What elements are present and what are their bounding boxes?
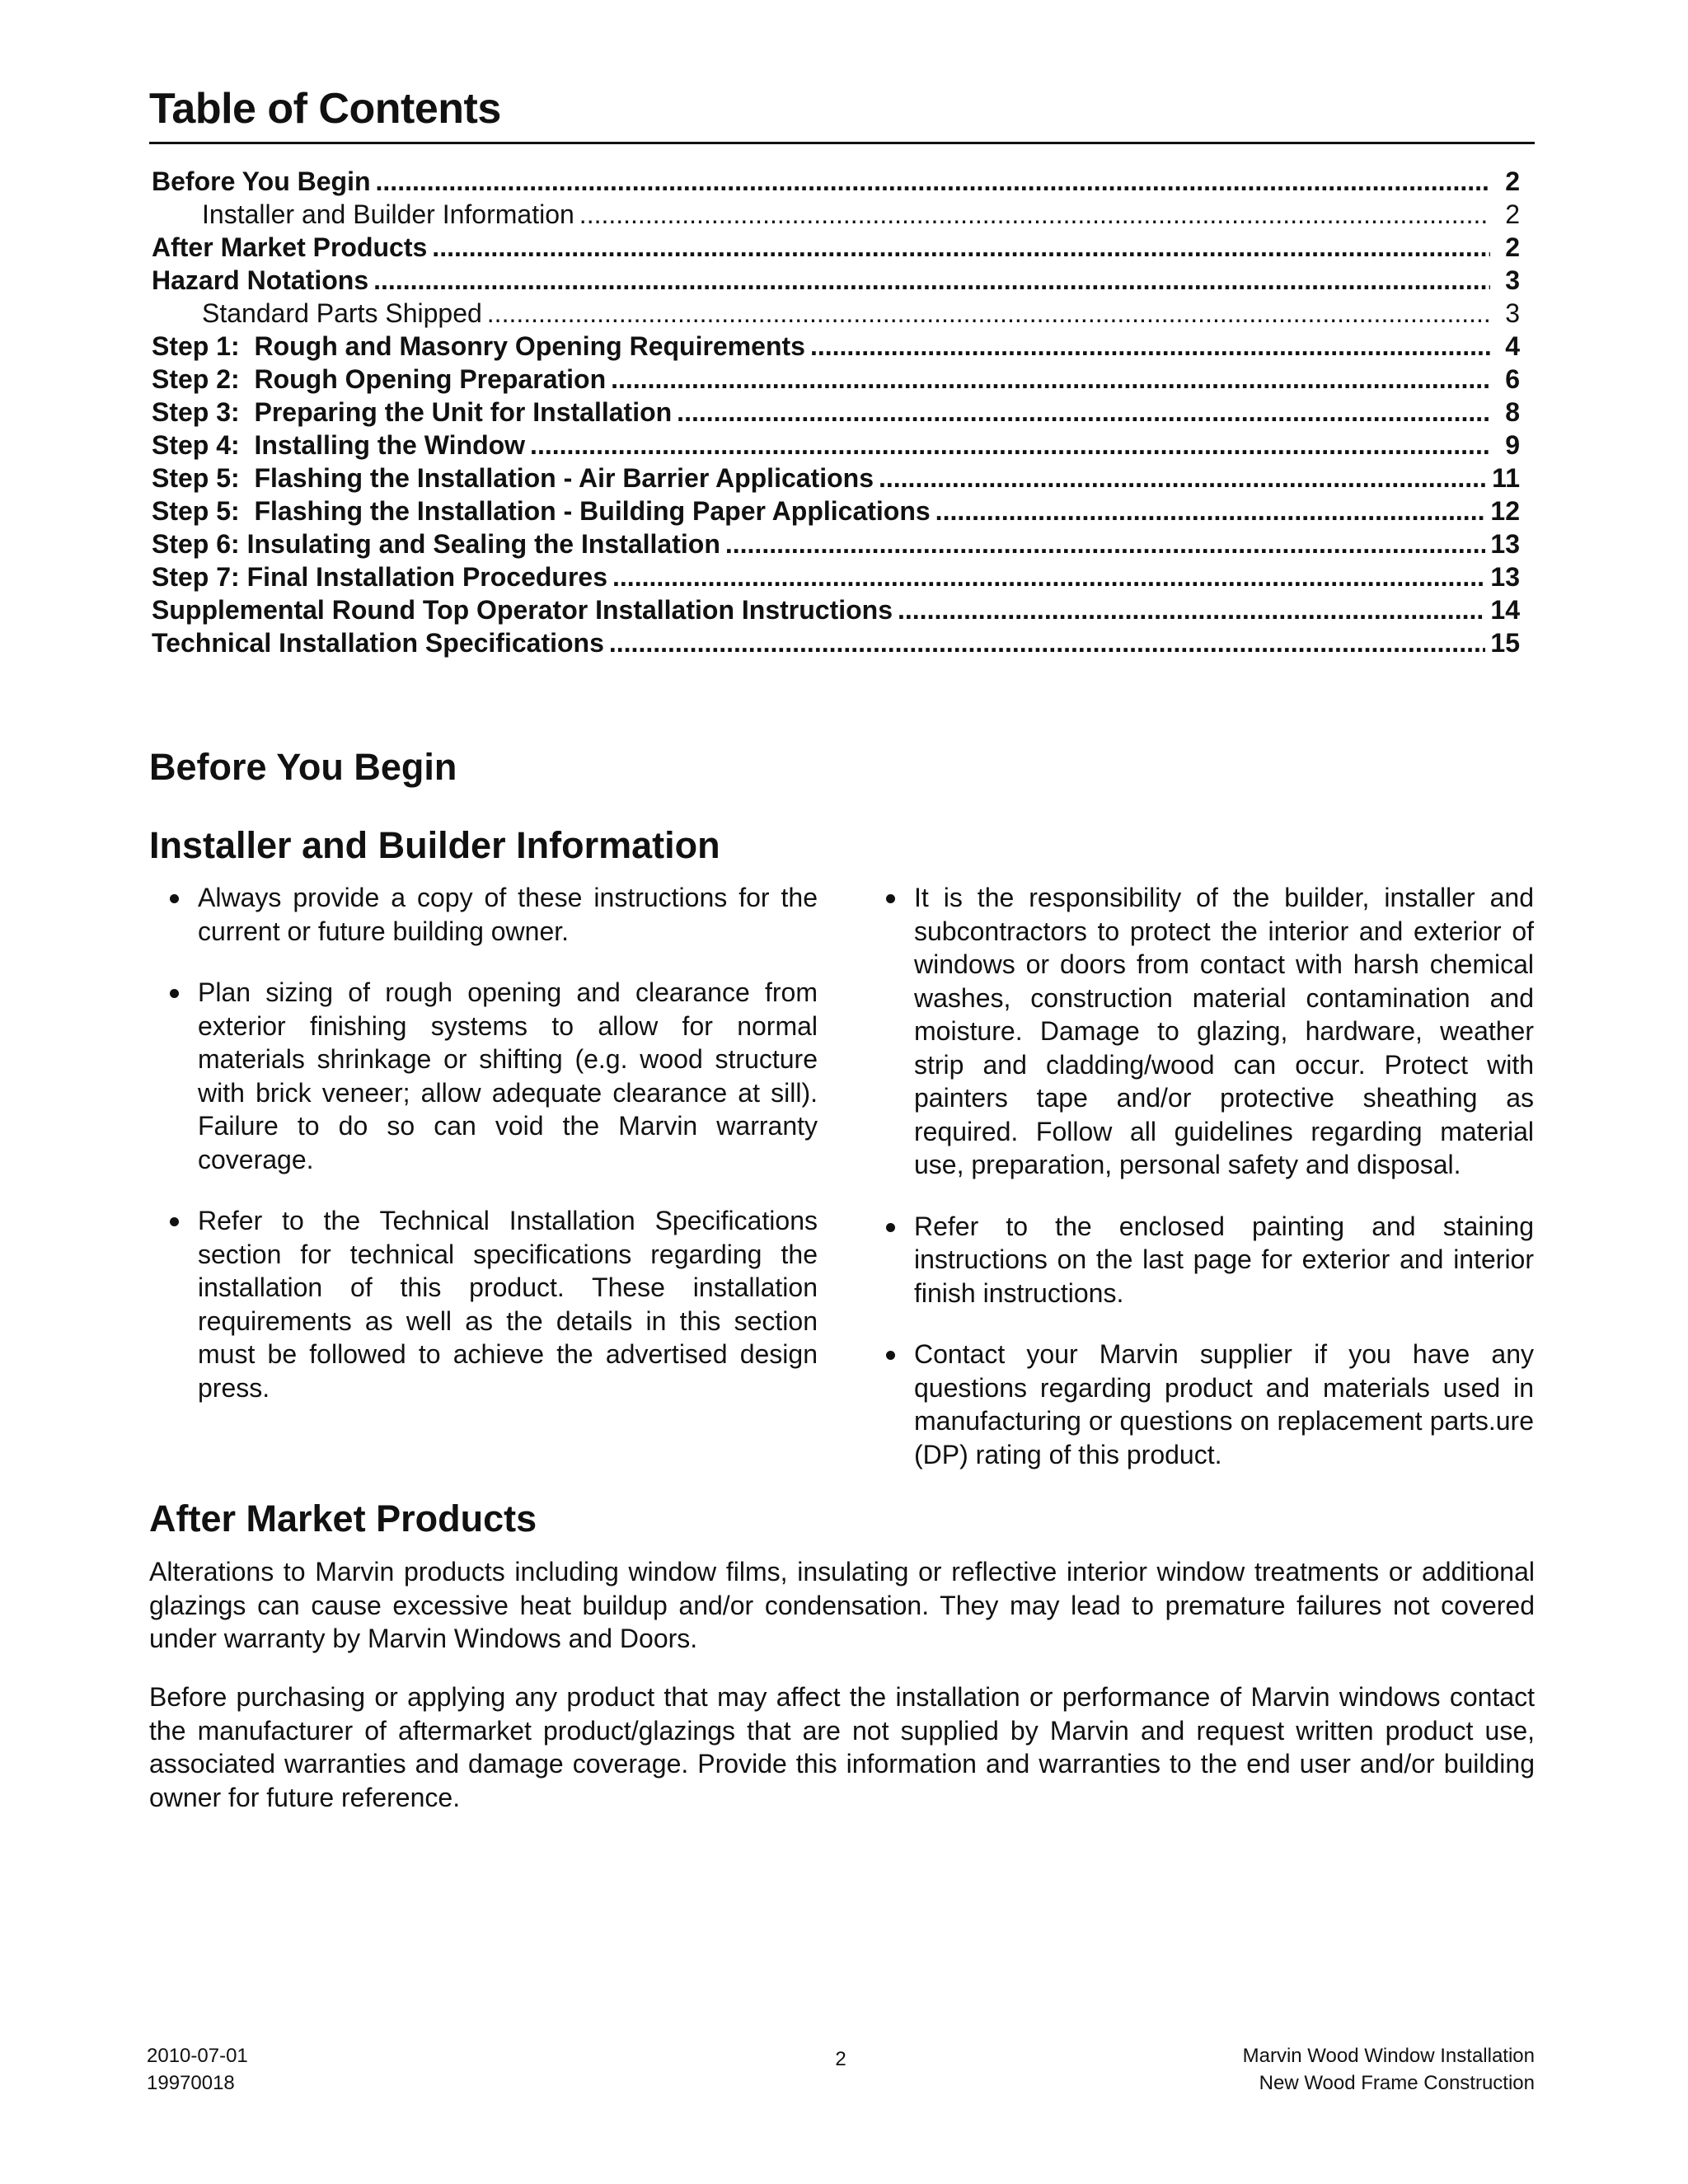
toc-label: Step 6: Insulating and Sealing the Installation — [152, 529, 720, 559]
toc-entry[interactable] — [152, 396, 1520, 429]
toc-entry[interactable] — [152, 231, 1520, 264]
toc-label: Supplemental Round Top Operator Installation Instructions — [152, 595, 893, 625]
list-item — [149, 976, 818, 1176]
toc-entry[interactable] — [152, 330, 1520, 363]
toc-label: Step 3: Preparing the Unit for Installation — [152, 397, 673, 427]
toc-leader — [609, 626, 1486, 659]
toc-entry[interactable] — [152, 626, 1520, 659]
list-item — [865, 1338, 1534, 1471]
bullet-icon — [170, 894, 179, 903]
bullet-icon — [170, 1217, 179, 1226]
toc-leader — [487, 297, 1490, 330]
toc-page: 11 — [1492, 463, 1520, 493]
footer-doc-number: 19970018 — [147, 2072, 235, 2094]
list-item-text: Refer to the Technical Installation Specifications section for technical specifications regarding the installation of this product. These installation requirements as well as the details in this section must be followed to achieve the advertised design press. — [198, 1206, 818, 1403]
toc-page: 2 — [1505, 232, 1520, 262]
footer-doc-title: Marvin Wood Window Installation — [1242, 2045, 1535, 2067]
footer-doc-subtitle: New Wood Frame Construction — [1259, 2072, 1535, 2094]
toc-leader — [677, 396, 1490, 429]
toc-label: Before You Begin — [152, 166, 371, 196]
list-item — [865, 1210, 1534, 1310]
list-item — [149, 1204, 818, 1404]
toc-page: 3 — [1505, 265, 1520, 295]
table-of-contents — [152, 165, 1520, 659]
toc-label: Step 5: Flashing the Installation - Air Barrier Applications — [152, 463, 874, 493]
toc-label: Hazard Notations — [152, 265, 369, 295]
toc-label: Standard Parts Shipped — [202, 298, 482, 328]
title-rule — [149, 142, 1535, 144]
section-heading-installer-info: Installer and Builder Information — [149, 824, 720, 866]
toc-entry[interactable] — [152, 429, 1520, 462]
bullet-icon — [886, 894, 895, 903]
toc-entry[interactable] — [152, 494, 1520, 527]
after-market-paragraph-2: Before purchasing or applying any product that may affect the installation or performance of Marvin windows contact the manufacturer of aftermarket product/glazings that are not supplied by Marvin and request written product use, associated warranties and damage coverage. Provide this information and warranties to the end user and/or building owner for future reference. — [149, 1682, 1535, 1812]
right-bullet-column — [865, 881, 1534, 1499]
toc-leader — [373, 264, 1490, 297]
toc-entry[interactable] — [152, 297, 1520, 330]
toc-label: After Market Products — [152, 232, 428, 262]
list-item-text: Contact your Marvin supplier if you have any questions regarding product and materials used in manufacturing or questions on replacement parts.ure (DP) rating of this product. — [914, 1339, 1534, 1469]
toc-leader — [725, 527, 1486, 560]
toc-page: 3 — [1505, 298, 1520, 328]
toc-label: Installer and Builder Information — [202, 199, 574, 229]
page-title: Table of Contents — [149, 85, 501, 133]
toc-entry[interactable] — [152, 462, 1520, 494]
bullet-icon — [170, 989, 179, 998]
toc-page: 8 — [1505, 397, 1520, 427]
list-item — [149, 881, 818, 948]
list-item-text: Always provide a copy of these instructions for the current or future building owner. — [198, 883, 818, 946]
list-item-text: Refer to the enclosed painting and staining instructions on the last page for exterior and interior finish instructions. — [914, 1211, 1534, 1308]
footer-page-number: 2 — [835, 2048, 846, 2070]
list-item — [865, 881, 1534, 1182]
toc-entry[interactable] — [152, 264, 1520, 297]
toc-label: Technical Installation Specifications — [152, 628, 604, 658]
toc-label: Step 1: Rough and Masonry Opening Requirements — [152, 331, 805, 361]
toc-page: 9 — [1505, 430, 1520, 460]
footer-right — [1243, 2042, 1535, 2097]
toc-page: 4 — [1505, 331, 1520, 361]
toc-label: Step 5: Flashing the Installation - Building Paper Applications — [152, 496, 931, 526]
toc-leader — [612, 560, 1485, 593]
toc-entry[interactable] — [152, 527, 1520, 560]
toc-label: Step 7: Final Installation Procedures — [152, 562, 608, 592]
toc-entry[interactable] — [152, 165, 1520, 198]
section-heading-after-market: After Market Products — [149, 1497, 537, 1540]
toc-page: 2 — [1505, 166, 1520, 196]
toc-page: 15 — [1490, 628, 1520, 658]
toc-entry[interactable] — [152, 593, 1520, 626]
bullet-icon — [886, 1223, 895, 1232]
toc-label: Step 4: Installing the Window — [152, 430, 526, 460]
toc-entry[interactable] — [152, 198, 1520, 231]
toc-page: 12 — [1490, 496, 1520, 526]
toc-leader — [879, 462, 1487, 494]
toc-leader — [376, 165, 1490, 198]
toc-entry[interactable] — [152, 560, 1520, 593]
toc-entry[interactable] — [152, 363, 1520, 396]
toc-page: 14 — [1490, 595, 1520, 625]
toc-leader — [935, 494, 1486, 527]
toc-page: 13 — [1490, 562, 1520, 592]
section-heading-before-you-begin: Before You Begin — [149, 746, 457, 788]
list-item-text: Plan sizing of rough opening and clearance from exterior finishing systems to allow for normal materials shrinkage or shifting (e.g. wood structure with brick veneer; allow adequate clearance at sill). Failure to do so can void the Marvin warranty coverage. — [198, 977, 818, 1174]
toc-leader — [432, 231, 1490, 264]
bullet-icon — [886, 1351, 895, 1360]
toc-leader — [898, 593, 1485, 626]
toc-leader — [810, 330, 1490, 363]
footer-left — [147, 2042, 248, 2097]
left-bullet-column — [149, 881, 818, 1432]
after-market-paragraph-1: Alterations to Marvin products including window films, insulating or reflective interior window treatments or additional glazings can cause excessive heat buildup and/or condensation. They may lead to premature failures not covered under warranty by Marvin Windows and Doors. — [149, 1557, 1535, 1653]
toc-label: Step 2: Rough Opening Preparation — [152, 364, 607, 394]
list-item-text: It is the responsibility of the builder, installer and subcontractors to protect the interior and exterior of windows or doors from contact with harsh chemical washes, construction material contamination and moisture. Damage to glazing, hardware, weather strip and cladding/wood can occur. Protect with painters tape and/or protective sheathing as required. Follow all guidelines regarding material use, preparation, personal safety and disposal. — [914, 883, 1534, 1179]
toc-page: 2 — [1505, 199, 1520, 229]
toc-leader — [611, 363, 1490, 396]
footer-date: 2010-07-01 — [147, 2045, 248, 2067]
toc-page: 13 — [1490, 529, 1520, 559]
toc-leader — [579, 198, 1490, 231]
toc-leader — [530, 429, 1490, 462]
toc-page: 6 — [1505, 364, 1520, 394]
